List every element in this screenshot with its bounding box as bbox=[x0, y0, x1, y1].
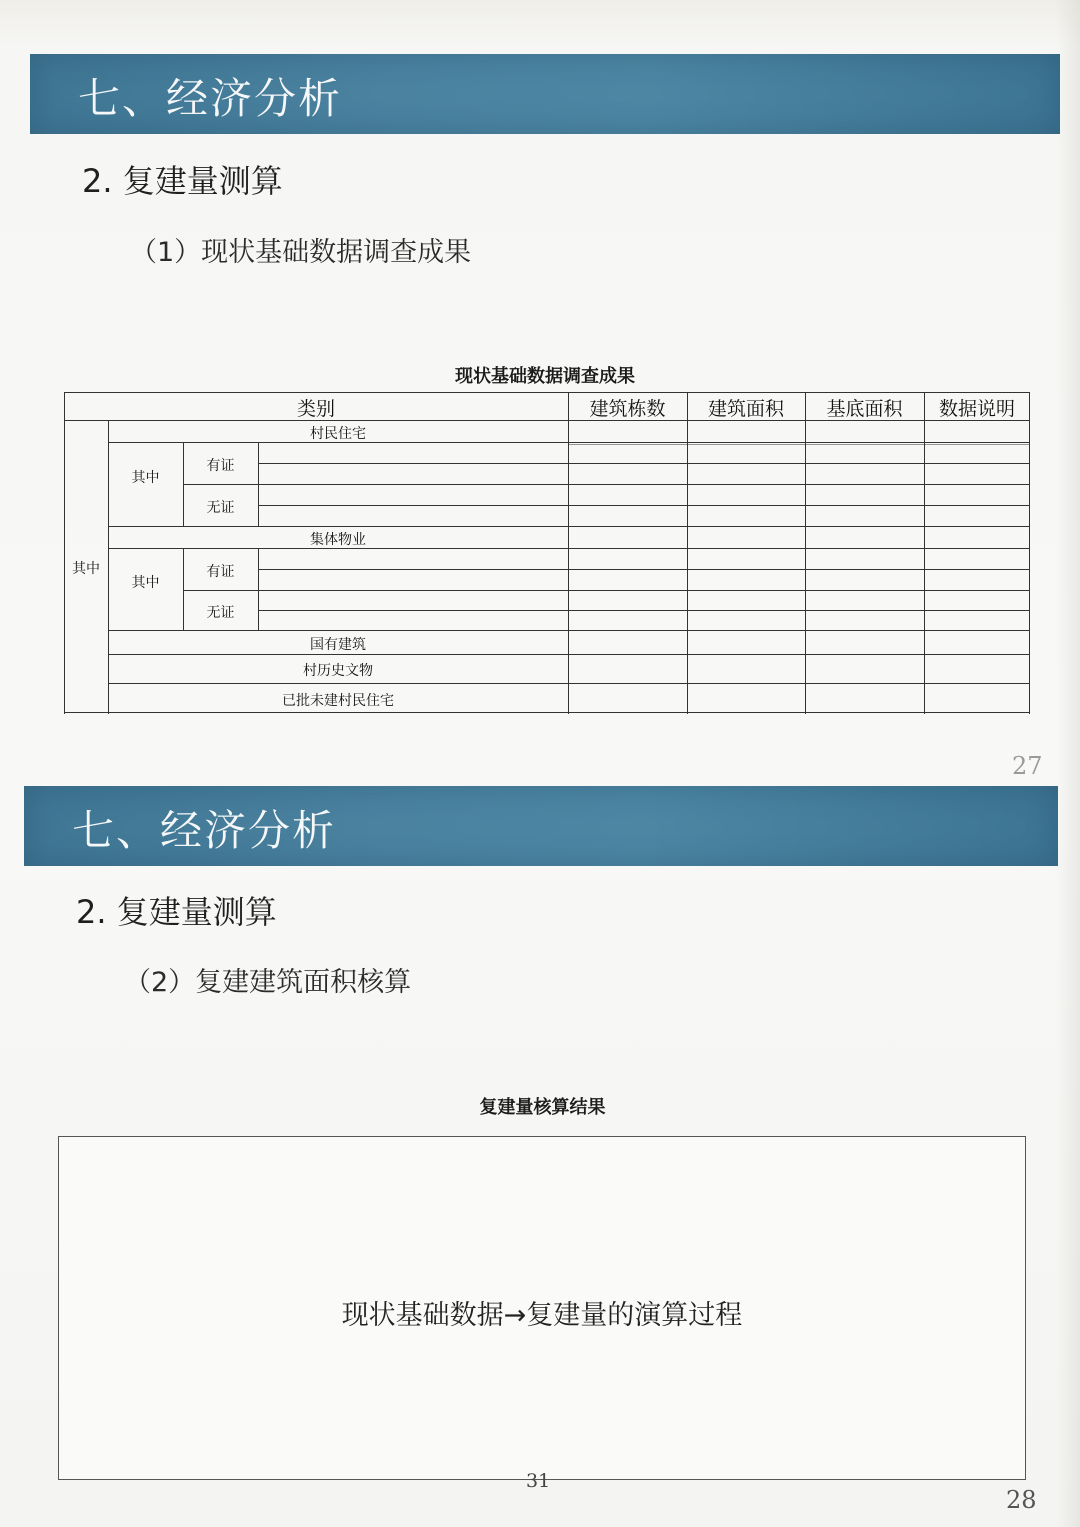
header-base-area: 基底面积 bbox=[826, 398, 903, 420]
calculation-process-text: 现状基础数据→复建量的演算过程 bbox=[341, 1300, 743, 1331]
slide2-footer-number: 31 bbox=[526, 1470, 551, 1492]
slide1-sub-heading: （1）现状基础数据调查成果 bbox=[130, 237, 472, 268]
row-with-cert: 有证 bbox=[206, 458, 235, 474]
row-heritage: 村历史文物 bbox=[303, 663, 373, 679]
header-data-notes: 数据说明 bbox=[938, 398, 1015, 420]
calculation-result-box bbox=[58, 1136, 1026, 1480]
header-category: 类别 bbox=[296, 398, 335, 420]
survey-table bbox=[64, 392, 1030, 714]
header-building-count: 建筑栋数 bbox=[589, 398, 666, 420]
slide2-banner-title: 七、经济分析 bbox=[72, 806, 337, 855]
slide1-banner bbox=[30, 54, 1060, 134]
slide1-banner-title: 七、经济分析 bbox=[78, 74, 343, 123]
slide1-section-heading: 2. 复建量测算 bbox=[82, 162, 283, 200]
slide2-section-heading: 2. 复建量测算 bbox=[76, 893, 277, 931]
row-collective-without-cert: 无证 bbox=[206, 605, 235, 621]
slide1-table-caption: 现状基础数据调查成果 bbox=[455, 366, 635, 387]
row-approved-unbuilt: 已批未建村民住宅 bbox=[282, 693, 394, 709]
page-edge-shadow bbox=[1056, 0, 1080, 1527]
row-collective: 集体物业 bbox=[310, 532, 366, 548]
slide2-banner bbox=[24, 786, 1058, 866]
slide2-box-caption: 复建量核算结果 bbox=[479, 1097, 606, 1118]
row-collective-with-cert: 有证 bbox=[206, 564, 235, 580]
row-collective-sub: 其中 bbox=[131, 575, 160, 591]
slide2-sub-heading: （2）复建建筑面积核算 bbox=[124, 967, 412, 998]
row-without-cert: 无证 bbox=[206, 500, 235, 516]
row-state-owned: 国有建筑 bbox=[310, 637, 366, 653]
row-village-housing: 村民住宅 bbox=[310, 426, 366, 442]
outer-group-label: 其中 bbox=[72, 561, 100, 577]
row-village-housing-sub: 其中 bbox=[131, 470, 160, 486]
slide1-page-number: 27 bbox=[1012, 752, 1043, 780]
header-building-area: 建筑面积 bbox=[707, 398, 784, 420]
slide2-page-number: 28 bbox=[1006, 1486, 1037, 1514]
